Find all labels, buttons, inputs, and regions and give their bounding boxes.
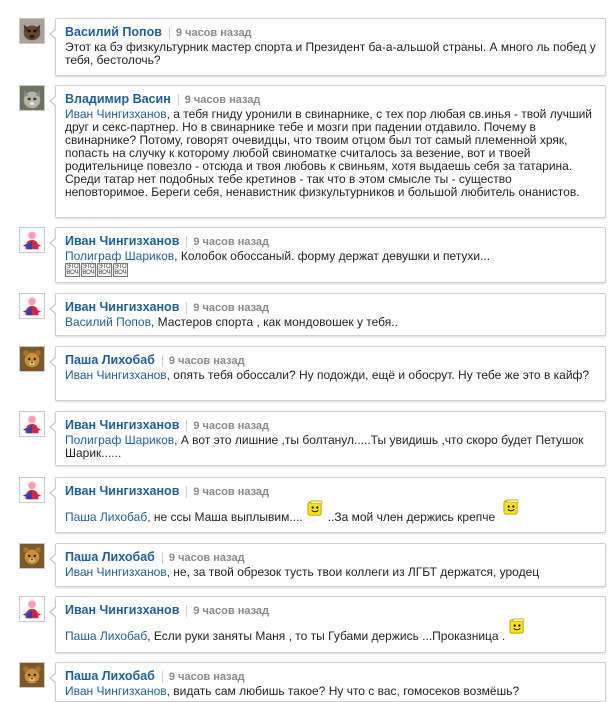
comment-bubble xyxy=(55,346,606,401)
divider xyxy=(162,355,163,367)
comment-body: , Мастеров спорта , как мондовошек у тебя.. xyxy=(150,315,398,329)
default-person-avatar-icon xyxy=(20,228,44,252)
divider xyxy=(169,27,170,39)
reply-to-link[interactable]: Иван Чингизханов xyxy=(65,368,167,382)
author-link[interactable]: Иван Чингизханов xyxy=(65,418,180,432)
divider xyxy=(186,605,187,617)
comment-text xyxy=(65,250,495,282)
avatar[interactable] xyxy=(19,543,45,569)
default-person-avatar-icon xyxy=(20,597,44,621)
timestamp: 9 часов назад xyxy=(184,94,261,106)
avatar[interactable] xyxy=(19,293,45,319)
timestamp: 9 часов назад xyxy=(193,486,270,498)
avatar[interactable] xyxy=(19,227,45,253)
comment-text: Этот ка бэ физкультурник мастер спорта и Президент ба-а-альшой страны. А много ль побед у тебя, бестолочь? xyxy=(65,40,596,67)
comment-text xyxy=(65,566,596,579)
author-link[interactable]: Паша Лихобаб xyxy=(65,669,155,683)
comment-body: , Колобок обоссаный. форму держат девушки и петухи... xyxy=(174,249,491,263)
comment-text xyxy=(65,685,596,698)
sticker-thumbnail[interactable]: ЭТО ВОЧ xyxy=(82,264,95,276)
divider xyxy=(186,236,187,248)
avatar[interactable] xyxy=(19,477,45,503)
yellow-smiley-icon xyxy=(307,500,324,517)
reply-to-link[interactable]: Полиграф Шариков xyxy=(65,433,175,447)
timestamp: 9 часов назад xyxy=(193,302,270,314)
comment-body: , А вот это лишние ,ты болтанул.....Ты увидишь ,что скоро будет Петушок Шарик...... xyxy=(65,433,584,460)
timestamp: 9 часов назад xyxy=(168,552,245,564)
sticker-thumbnail[interactable]: ЭТО ВОЧ xyxy=(66,264,79,276)
comment-bubble xyxy=(55,411,606,466)
author-link[interactable]: Паша Лихобаб xyxy=(65,353,155,367)
yellow-smiley-icon xyxy=(509,618,526,635)
comment-body: , не ссы Маша выплывим.... xyxy=(147,510,303,524)
author-link[interactable]: Иван Чингизханов xyxy=(65,300,180,314)
comment-body: , опять тебя обоссали? Ну подожди, ещё и обосрут. Ну тебе же это в кайф? xyxy=(166,368,590,382)
comment-text xyxy=(65,316,596,329)
sticker-thumbnails xyxy=(65,263,129,280)
divider xyxy=(186,302,187,314)
comment-body: , не, за твой обрезок тусть твои коллеги из ЛГБТ держатся, уродец xyxy=(166,565,540,579)
divider xyxy=(178,94,179,106)
bear-avatar-icon xyxy=(20,347,44,371)
comment-text xyxy=(65,504,596,524)
avatar[interactable] xyxy=(19,662,45,688)
timestamp: 9 часов назад xyxy=(168,355,245,367)
default-person-avatar-icon xyxy=(20,294,44,318)
comment-body: ..За мой член держись крепче xyxy=(327,510,496,524)
cat-avatar-icon xyxy=(20,86,44,110)
sticker-thumbnail[interactable]: ЭТО ВОЧ xyxy=(98,264,111,276)
author-link[interactable]: Паша Лихобаб xyxy=(65,550,155,564)
comment-body: , а тебя гниду уронили в свинарнике, с тех пор любая св.инья - твой лучший друг и секс-партнер. Но в свинарнике тебе и мозги при падении отдавило. Почему в свинарнике? Потому, говорят очевидцы, что твоим отцом был тот самый племенной хряк, попасть на случку к которому любой свиноматке считалось за везение, вот и твоей родительнице повезло - отсюда и твоя любовь к свиньям, хотя выдаешь себя за татарина. Среди татар нет подобных тебе кретинов - так что в этом смысле ты - существо неповторимое. Береги себя, ненавистник физкультурников и большой любитель онанистов. xyxy=(65,107,592,199)
comment-text xyxy=(65,434,585,460)
comment-bubble xyxy=(55,18,606,76)
comment-text xyxy=(65,369,590,382)
author-link[interactable]: Иван Чингизханов xyxy=(65,484,180,498)
avatar[interactable] xyxy=(19,411,45,437)
comment-bubble xyxy=(55,293,606,336)
divider xyxy=(162,552,163,564)
bear-avatar-icon xyxy=(20,663,44,687)
timestamp: 9 часов назад xyxy=(193,420,270,432)
default-person-avatar-icon xyxy=(20,478,44,502)
comment-text xyxy=(65,623,596,643)
avatar[interactable] xyxy=(19,346,45,372)
timestamp: 9 часов назад xyxy=(193,605,270,617)
reply-to-link[interactable]: Паша Лихобаб xyxy=(65,629,148,643)
comment-bubble xyxy=(55,227,606,283)
divider xyxy=(186,486,187,498)
divider xyxy=(162,671,163,683)
sticker-thumbnail[interactable]: ЭТО ВОЧ xyxy=(114,264,127,276)
comment-bubble xyxy=(55,85,606,218)
comment-body: , Если руки заняты Маня , то ты Губами держись ...Проказница . xyxy=(147,629,506,643)
timestamp: 9 часов назад xyxy=(193,236,270,248)
reply-to-link[interactable]: Иван Чингизханов xyxy=(65,107,167,121)
comment-bubble xyxy=(55,477,606,533)
avatar[interactable] xyxy=(19,85,45,111)
avatar[interactable] xyxy=(19,596,45,622)
timestamp: 9 часов назад xyxy=(168,671,245,683)
dog-avatar-icon xyxy=(20,19,44,43)
author-link[interactable]: Владимир Васин xyxy=(65,92,171,106)
reply-to-link[interactable]: Паша Лихобаб xyxy=(65,510,148,524)
yellow-smiley-icon xyxy=(503,499,520,516)
comment-bubble xyxy=(55,543,606,587)
reply-to-link[interactable]: Иван Чингизханов xyxy=(65,684,167,698)
comment-bubble xyxy=(55,662,606,702)
reply-to-link[interactable]: Полиграф Шариков xyxy=(65,249,175,263)
avatar[interactable] xyxy=(19,18,45,44)
comment-body: , видать сам любишь такое? Ну что с вас, гомосеков возмёшь? xyxy=(166,684,520,698)
bear-avatar-icon xyxy=(20,544,44,568)
author-link[interactable]: Иван Чингизханов xyxy=(65,603,180,617)
reply-to-link[interactable]: Иван Чингизханов xyxy=(65,565,167,579)
default-person-avatar-icon xyxy=(20,412,44,436)
author-link[interactable]: Василий Попов xyxy=(65,25,162,39)
comment-bubble xyxy=(55,596,606,653)
reply-to-link[interactable]: Василий Попов xyxy=(65,315,151,329)
comment-text xyxy=(65,108,596,199)
timestamp: 9 часов назад xyxy=(175,27,252,39)
divider xyxy=(186,420,187,432)
author-link[interactable]: Иван Чингизханов xyxy=(65,234,180,248)
